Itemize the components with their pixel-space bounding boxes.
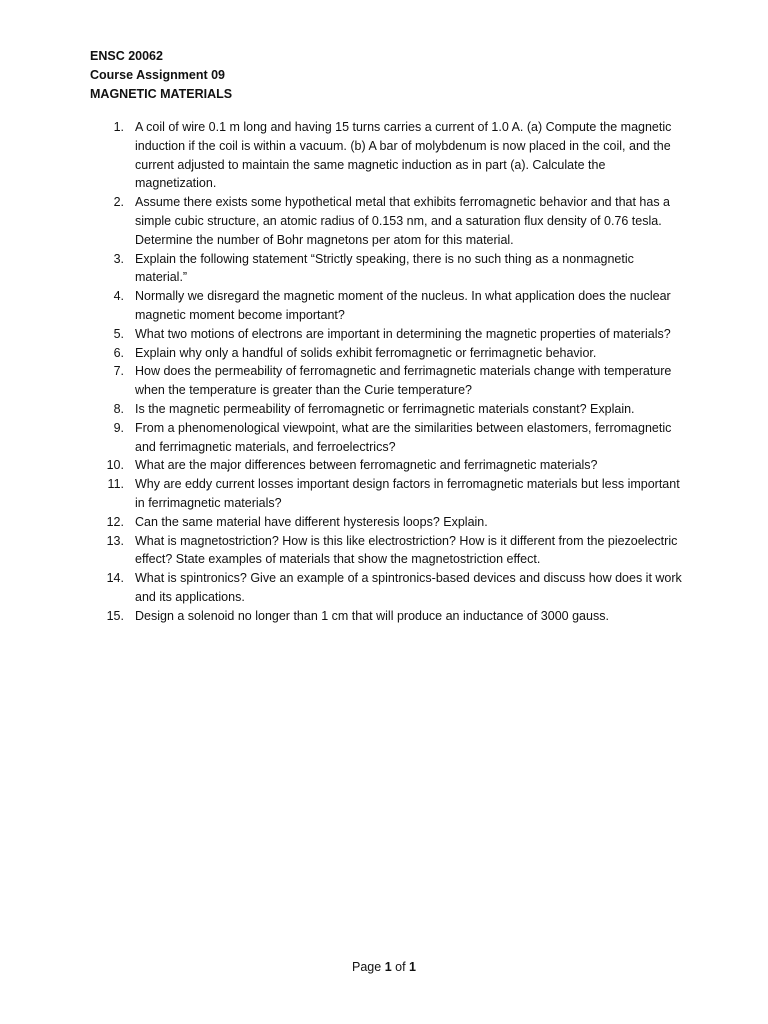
question-number: 1.	[113, 120, 124, 134]
question-item	[90, 569, 682, 607]
question-item	[90, 193, 682, 249]
question-item	[90, 475, 682, 513]
topic-title: MAGNETIC MATERIALS	[90, 87, 233, 101]
question-number: 2.	[113, 195, 124, 210]
question-text: Can the same material have different hysteresis loops? Explain.	[135, 514, 488, 529]
question-number: 5.	[113, 326, 124, 341]
question-text: A coil of wire 0.1 m long and having 15 turns carries a current of 1.0 A. (a) Compute the magnetic induction if the coil is within a vacuum. (b) A bar of molybdenum is now placed in the coil, and the current adjusted to maintain the same magnetic induction as in part (a). Calculate the magnetization.	[135, 120, 672, 191]
current-page-number: 1	[384, 960, 392, 974]
document-header	[90, 47, 232, 104]
question-item	[90, 532, 682, 570]
total-pages-number: 1	[409, 960, 416, 974]
question-item	[90, 287, 682, 325]
page-label: Page	[352, 960, 382, 974]
question-text: Explain why only a handful of solids exhibit ferromagnetic or ferrimagnetic behavior.	[135, 345, 597, 360]
question-text: Explain the following statement “Strictly speaking, there is no such thing as a nonmagnetic material.”	[135, 251, 634, 285]
question-text: Design a solenoid no longer than 1 cm that will produce an inductance of 3000 gauss.	[135, 608, 609, 623]
question-number: 13.	[106, 533, 124, 548]
of-label: of	[395, 960, 406, 974]
question-number: 7.	[113, 364, 124, 379]
question-number: 11.	[107, 477, 124, 492]
question-item	[90, 607, 682, 626]
question-number: 4.	[113, 289, 124, 304]
question-number: 9.	[113, 420, 124, 435]
question-text: Normally we disregard the magnetic moment of the nucleus. In what application does the nuclear magnetic moment become important?	[135, 289, 671, 322]
question-item	[90, 118, 682, 193]
question-number: 6.	[113, 345, 124, 360]
question-number: 10.	[106, 458, 124, 473]
question-text: What is spintronics? Give an example of a spintronics-based devices and discuss how does it work and its applications.	[135, 571, 682, 604]
question-text: What two motions of electrons are important in determining the magnetic properties of materials?	[135, 326, 671, 341]
question-number: 14.	[106, 571, 124, 586]
question-item	[90, 250, 682, 288]
course-code: ENSC 20062	[90, 49, 163, 63]
question-text: Is the magnetic permeability of ferromagnetic or ferrimagnetic materials constant? Explain.	[135, 401, 635, 416]
question-item	[90, 513, 682, 532]
question-item	[90, 419, 682, 457]
question-item	[90, 456, 682, 475]
question-item	[90, 325, 682, 344]
question-text: How does the permeability of ferromagnetic and ferrimagnetic materials change with temperature when the temperature is greater than the Curie temperature?	[135, 364, 672, 398]
question-text: Assume there exists some hypothetical metal that exhibits ferromagnetic behavior and that has a simple cubic structure, an atomic radius of 0.153 nm, and a saturation flux density of 0.76 tesla. Determine the number of Bohr magnetons per atom for this material.	[135, 195, 671, 247]
question-text: What is magnetostriction? How is this like electrostriction? How is it different from the piezoelectric effect? State examples of materials that show the magnetostriction effect.	[135, 533, 678, 567]
question-item	[90, 362, 682, 400]
question-number: 3.	[113, 251, 124, 266]
question-text: Why are eddy current losses important design factors in ferromagnetic materials but less important in ferrimagnetic materials?	[135, 477, 680, 510]
assignment-title: Course Assignment 09	[90, 68, 225, 82]
page-footer	[0, 960, 768, 974]
question-text: From a phenomenological viewpoint, what are the similarities between elastomers, ferromagnetic and ferrimagnetic materials, and ferroelectrics?	[135, 420, 672, 454]
question-number: 8.	[113, 401, 124, 416]
question-text: What are the major differences between ferromagnetic and ferrimagnetic materials?	[135, 458, 598, 473]
question-number: 12.	[106, 514, 124, 529]
question-list	[90, 118, 682, 626]
question-item	[90, 344, 682, 363]
question-item	[90, 400, 682, 419]
question-number: 15.	[106, 608, 124, 623]
